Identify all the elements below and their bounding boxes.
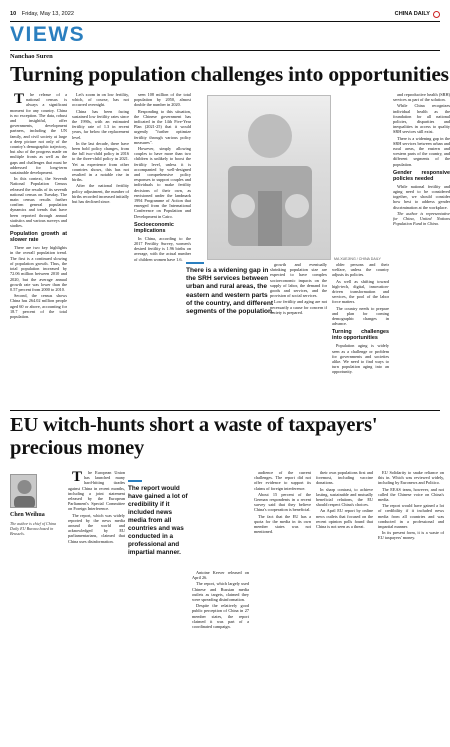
paragraph: Low fertility and aging are not necessarily a cause for concern if society is prepared. (270, 299, 327, 315)
drop-cap: T (72, 470, 83, 485)
article2-column-4 (316, 470, 373, 740)
paragraph: Antoine Kerver released on April 26. (192, 570, 249, 581)
section-divider (10, 50, 440, 51)
paragraph: While national fertility and aging need to be considered together, we should consider how best to address gender discrimination at the workplace. (393, 183, 450, 210)
paragraph: audience of the current challenges. The report did not offer evidence to support its claims of foreign interference. (254, 470, 311, 491)
paragraph: In China, according to the 2017 Fertility Survey, women's desired fertility is 1.96 births on average, with the actual number of children women have 1.6. (134, 235, 191, 262)
photo-credit: MA XUEJING / CHINA DAILY (334, 257, 381, 261)
paragraph: The report would have gained a lot of credibility if it included news media from all countries and was conducted in a professional and impartial manner. (378, 503, 444, 530)
subheading: Gender responsive policies needed (393, 169, 450, 182)
paragraph: and reproductive health (SRH) services as part of the solution. (393, 92, 450, 103)
article-divider (10, 410, 440, 411)
header-right (395, 11, 440, 18)
subheading: Socioeconomic implications (134, 221, 174, 234)
article2-column-2 (192, 570, 249, 740)
pullquote-accent (186, 262, 204, 264)
paragraph: There is a widening gap in the SRH services between urban and rural areas, the eastern and western parts of the country, and different segments of the population. (393, 135, 450, 167)
paragraph: T he release of a national census is always a significant moment for any country. China is no exception. The data, robust and insightful, offer governments, development partners, including the UN family, and civil society at large a deep picture not only of the country's demographic trajectory, but also of the progress made on multiple fronts as well as the gaps and challenges that must be addressed for long-term sustainable development. (10, 92, 67, 176)
paragraph: China has been facing sustained low fertility rates since the 1990s, with an estimated fertility rate of 1.3 in recent years, far below the replacement level. (72, 108, 129, 140)
subheading: Turning challenges into opportunities (332, 329, 389, 342)
article1-column-5 (332, 262, 389, 408)
author-bio: The author is chief of China Daily EU Bureau based in Brussels. (10, 521, 57, 536)
paragraph: In its present form, it is a waste of EU taxpayers' money. (378, 530, 444, 541)
paragraph: The report, which largely used Chinese and Russian media outlets as targets, claimed they were spreading disinformation. (192, 581, 249, 603)
issue-date: Friday, May 13, 2022 (21, 11, 74, 17)
article2-headline: EU witch-hunts short a waste of taxpayers' precious money (10, 414, 378, 459)
pullquote-accent (128, 480, 142, 482)
paragraph: their own populations first and foremost, including vaccine donations. (316, 470, 373, 486)
article1-pullquote: There is a widening gap in the SRH services between urban and rural areas, the eastern and western parts of the country, and different segments of the population. (186, 262, 274, 316)
article1-illustration (207, 95, 331, 260)
paragraph: After the national fertility policy adjustment, the number of births recorded increased initially but has declined since. (72, 183, 129, 205)
author-note: The author is representative for China, United Nations Population Fund in China. (393, 210, 450, 227)
paragraph: Despite the relatively good public perception of China in 27 member states, the report claimed it was part of a coordinated campaign. (192, 603, 249, 630)
article1-column-4 (270, 262, 327, 408)
paragraph: Responding to this situation, the Chinese government has indicated in the 14th Five-Year Plan (2021-25) that it would urgently "further optimize fertility through various policy measures". (134, 108, 191, 145)
article1-column-6 (393, 92, 450, 408)
publication-name: CHINA DAILY (394, 11, 430, 17)
article2-column-3 (254, 470, 311, 740)
article1-column-3 (134, 92, 191, 408)
paragraph: The report, which was widely reported by the news media around the world and acknowledged by EU parliamentarians, claimed that China uses disinformation. (68, 512, 125, 544)
paragraph: An April EU report by online news outlets that focused on the recent opinion polls found that China is not seen as a threat. (316, 508, 373, 530)
header-divider (10, 21, 440, 22)
paragraph: In sharp contrast, to achieve lasting, sustainable and mutually beneficial relations, the EU should respect China's choices. (316, 486, 373, 508)
author-name: Chen Weihua (10, 512, 45, 518)
paragraph: However, simply allowing couples to have more than two children is unlikely to boost the fertility level, unless it is accompanied by well-designed and comprehensive policy responses to support couples and individuals to make fertility decisions of their own, as envisioned under the landmark 1994 Programme of Action that emerged from the International Conference on Population and Development in Cairo. (134, 146, 191, 219)
paragraph: The EEAS team, however, and not called the Chinese voice on China's media. (378, 486, 444, 503)
page-number: 10 (10, 11, 17, 17)
paragraph: seen 108 million of the total population by 2050, almost double the number in 2020. (134, 92, 191, 108)
article1-column-2 (72, 92, 129, 408)
section-title: VIEWS (10, 23, 86, 46)
subheading: Population growth at slower rate (10, 231, 67, 244)
article1-column-1 (10, 92, 67, 408)
author-photo (10, 474, 37, 508)
illustration-graphic (208, 96, 331, 260)
paragraph: older persons and their welfare, unless the country adjusts its policies. (332, 262, 389, 278)
header-left (10, 11, 74, 17)
paragraph: T he European Union has launched many hard-hitting tirades against China in recent months, including a joint statement released by the European Parliament's Special Committee on Foreign Interference. (68, 470, 125, 512)
paragraph: growth and eventually shrinking population size are expected to have complex socioeconomic impacts on the supply of labor, the demand for goods and services, and the provision of social services. (270, 262, 327, 299)
paragraph: There are two key highlights in the overall population trend. The first is a continued slowing of population growth. Thus, the total population increased by 72.06 million between 2010 and 2020, but the average annual growth rate was lower than the 0.57 percent from 2000 to 2010. (10, 245, 67, 292)
paragraph: EU Solidarity to snake reliance on this in. Which was reviewed widely, including by Euronews and Politico. (378, 470, 444, 486)
paragraph: Second, the census shows China has 264.02 million people aged 60 or above, accounting for 18.7 percent of the total population. (10, 293, 67, 319)
paragraph: While China recognizes individual health as the foundation for all national policies, disparities and inequalities in access to quality SRH services still exist. (393, 103, 450, 135)
article2-body (68, 470, 450, 742)
paragraph: In the last decade, there have been bold policy changes, from the full two-child policy in 2016 to the three-child policy in 2021. Yet as experience from other countries shows, this has not resulted in a notable rise in births. (72, 140, 129, 183)
author-avatar-icon (11, 475, 37, 508)
paragraph: About 15 percent of the German respondents in a recent survey said that they believe China's cooperation is beneficial. (254, 491, 311, 513)
article2-column-2-top (130, 470, 187, 478)
article2-pullquote: The report would have gained a lot of credibility if it included news media from all countries and was conducted in a professional and impartial manner. (128, 480, 190, 557)
logo-icon (433, 11, 440, 18)
paragraph: In this context, the Seventh National Population Census released the results of its seventh national census on Tuesday. The main census results further confirm general population dynamics and trends that have been reported through annual statistics and various surveys and studies. (10, 176, 67, 229)
paragraph: The fact that the EU has a quota for the media in its own member states was not mentioned. (254, 513, 311, 535)
paragraph: As well as shifting toward high-tech, digital, innovation-driven transformation and services, the pool of the labor force matters. (332, 278, 389, 305)
article1-byline: Nanchao Suren (10, 53, 53, 60)
paragraph: The country needs to prepare and plan for coming demographic changes in advance. (332, 305, 389, 327)
article2-column-5 (378, 470, 444, 740)
paragraph: Population aging is widely seen as a challenge or problem for governments and societies alike. We need to find ways to turn population aging into an opportunity. (332, 343, 389, 375)
paragraph: Let's zoom in on low fertility, which, of course, has not occurred overnight. (72, 92, 129, 108)
article1-headline: Turning population challenges into opportunities (10, 62, 449, 86)
page-header (10, 9, 440, 19)
article2-column-1 (68, 470, 125, 740)
drop-cap: T (14, 92, 25, 107)
